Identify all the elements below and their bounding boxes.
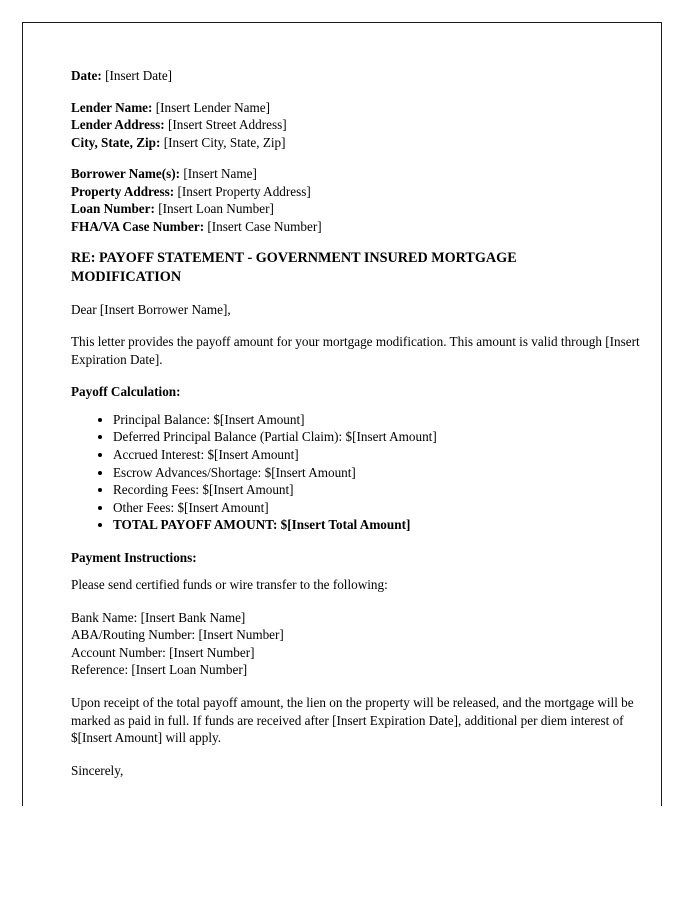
list-item: • Accrued Interest: $[Insert Amount]: [113, 446, 659, 464]
list-item: • Recording Fees: $[Insert Amount]: [113, 481, 659, 499]
payment-instructions-intro: Please send certified funds or wire transfer to the following:: [71, 577, 388, 593]
document-body: [71, 67, 659, 779]
date-value: [Insert Date]: [105, 68, 173, 83]
property-address-value: [Insert Property Address]: [177, 183, 311, 199]
case-number-label: FHA/VA Case Number:: [71, 218, 205, 234]
lender-address-line: [71, 116, 659, 134]
lender-name-label: Lender Name:: [71, 99, 153, 115]
lender-address-value: [Insert Street Address]: [167, 117, 287, 133]
payment-instructions-title: Payment Instructions:: [71, 549, 197, 565]
property-address-label: Property Address:: [71, 183, 175, 199]
aba-routing-number-label: ABA/Routing Number:: [71, 627, 196, 643]
loan-number-line: [71, 200, 659, 218]
loan-number-label: Loan Number:: [71, 201, 155, 217]
bank-name-value: [Insert Bank Name]: [140, 609, 246, 625]
reference-value: [Insert Loan Number]: [131, 662, 248, 678]
lender-block: [71, 99, 659, 152]
date-line: [71, 67, 659, 85]
borrower-name-value: [Insert Name]: [183, 166, 257, 182]
payoff-calculation-list: [71, 411, 659, 534]
reference-label: Reference:: [71, 662, 129, 678]
bank-name-line: [71, 609, 659, 627]
account-number-label: Account Number:: [71, 644, 166, 660]
list-item: • Other Fees: $[Insert Amount]: [113, 499, 659, 517]
account-number-value: [Insert Number]: [169, 644, 255, 660]
salutation: Dear [Insert Borrower Name],: [71, 301, 231, 317]
list-item: • Principal Balance: $[Insert Amount]: [113, 411, 659, 429]
lender-city-state-zip-line: [71, 134, 659, 152]
reference-line: [71, 661, 659, 679]
list-item: • Deferred Principal Balance (Partial Claim): $[Insert Amount]: [113, 428, 659, 446]
aba-routing-number-value: [Insert Number]: [198, 627, 284, 643]
borrower-block: [71, 165, 659, 235]
payoff-calculation-title: Payoff Calculation:: [71, 384, 181, 400]
case-number-line: [71, 218, 659, 236]
date-label: Date:: [71, 68, 102, 83]
borrower-name-label: Borrower Name(s):: [71, 166, 181, 182]
lender-name-line: [71, 99, 659, 117]
lender-address-label: Lender Address:: [71, 117, 165, 133]
closing-salutation: Sincerely,: [71, 762, 124, 778]
intro-paragraph: This letter provides the payoff amount for your mortgage modification. This amount is valid through [Insert Expiration Date].: [71, 334, 640, 367]
lender-city-state-zip-value: [Insert City, State, Zip]: [163, 134, 286, 150]
document-page: [22, 22, 662, 806]
lender-name-value: [Insert Lender Name]: [155, 99, 270, 115]
lender-city-state-zip-label: City, State, Zip:: [71, 134, 161, 150]
account-number-line: [71, 644, 659, 662]
list-item: • Escrow Advances/Shortage: $[Insert Amount]: [113, 464, 659, 482]
case-number-value: [Insert Case Number]: [207, 218, 322, 234]
bank-name-label: Bank Name:: [71, 609, 138, 625]
property-address-line: [71, 183, 659, 201]
loan-number-value: [Insert Loan Number]: [158, 201, 274, 217]
borrower-name-line: [71, 165, 659, 183]
total-payoff-amount-item: • TOTAL PAYOFF AMOUNT: $[Insert Total Amount]: [113, 516, 659, 534]
bank-details-block: [71, 609, 659, 679]
aba-routing-number-line: [71, 626, 659, 644]
date-block: [71, 67, 659, 85]
release-paragraph: Upon receipt of the total payoff amount, the lien on the property will be released, and the mortgage will be marked as paid in full. If funds are received after [Insert Expiration Date], additional per diem interest of $[Insert Amount] will apply.: [71, 695, 634, 746]
re-subject-heading: RE: PAYOFF STATEMENT - GOVERNMENT INSURED MORTGAGE MODIFICATION: [71, 250, 517, 285]
